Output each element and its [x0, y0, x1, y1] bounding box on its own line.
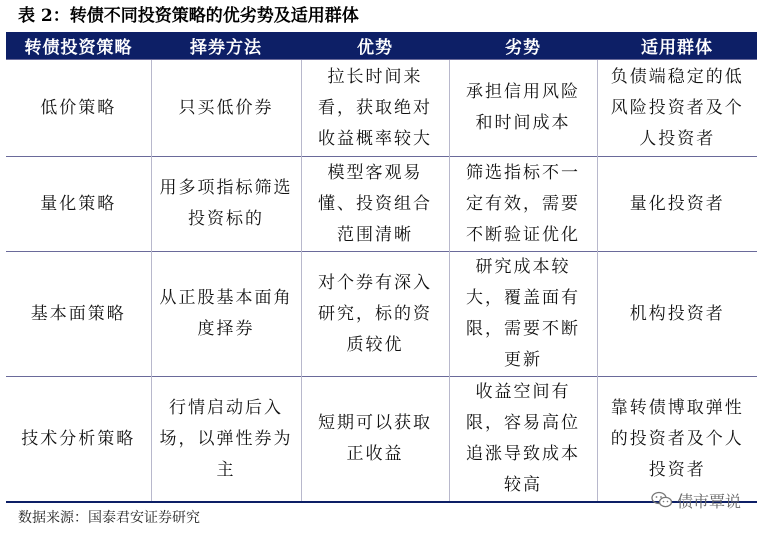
- cell-target-group: 靠转债博取弹性的投资者及个人投资者: [597, 377, 757, 503]
- data-source-note: 数据来源：国泰君安证券研究: [18, 510, 200, 526]
- cell-strategy: 基本面策略: [6, 252, 151, 377]
- cell-strategy: 量化策略: [6, 157, 151, 252]
- watermark-text: 债市覃说: [676, 491, 741, 511]
- cell-disadvantages: 研究成本较大，覆盖面有限，需要不断更新: [449, 252, 597, 377]
- header-disadvantages: 劣势: [449, 32, 597, 60]
- cell-advantages: 短期可以获取正收益: [301, 377, 449, 503]
- cell-selection-method: 只买低价券: [151, 60, 301, 157]
- table-row: [6, 60, 757, 157]
- header-advantages: 优势: [301, 32, 449, 60]
- cell-disadvantages: 收益空间有限，容易高位追涨导致成本较高: [449, 377, 597, 503]
- header-selection-method: 择券方法: [151, 32, 301, 60]
- cell-selection-method: 从正股基本面角度择券: [151, 252, 301, 377]
- table-caption: 表 2：转债不同投资策略的优劣势及适用群体: [18, 6, 359, 26]
- cell-strategy: 低价策略: [6, 60, 151, 157]
- strategy-table: [6, 32, 757, 503]
- cell-selection-method: 行情启动后入场，以弹性券为主: [151, 377, 301, 503]
- cell-advantages: 拉长时间来看，获取绝对收益概率较大: [301, 60, 449, 157]
- cell-advantages: 模型客观易懂、投资组合范围清晰: [301, 157, 449, 252]
- cell-advantages: 对个券有深入研究，标的资质较优: [301, 252, 449, 377]
- cell-disadvantages: 筛选指标不一定有效，需要不断验证优化: [449, 157, 597, 252]
- table-row: [6, 157, 757, 252]
- cell-target-group: 负债端稳定的低风险投资者及个人投资者: [597, 60, 757, 157]
- wechat-icon: [651, 491, 673, 509]
- table-header-row: [6, 32, 757, 60]
- cell-target-group: 量化投资者: [597, 157, 757, 252]
- cell-strategy: 技术分析策略: [6, 377, 151, 503]
- header-target-group: 适用群体: [597, 32, 757, 60]
- table-row: [6, 377, 757, 503]
- header-strategy: 转债投资策略: [6, 32, 151, 60]
- cell-target-group: 机构投资者: [597, 252, 757, 377]
- cell-selection-method: 用多项指标筛选投资标的: [151, 157, 301, 252]
- watermark: [651, 487, 741, 513]
- table-row: [6, 252, 757, 377]
- cell-disadvantages: 承担信用风险和时间成本: [449, 60, 597, 157]
